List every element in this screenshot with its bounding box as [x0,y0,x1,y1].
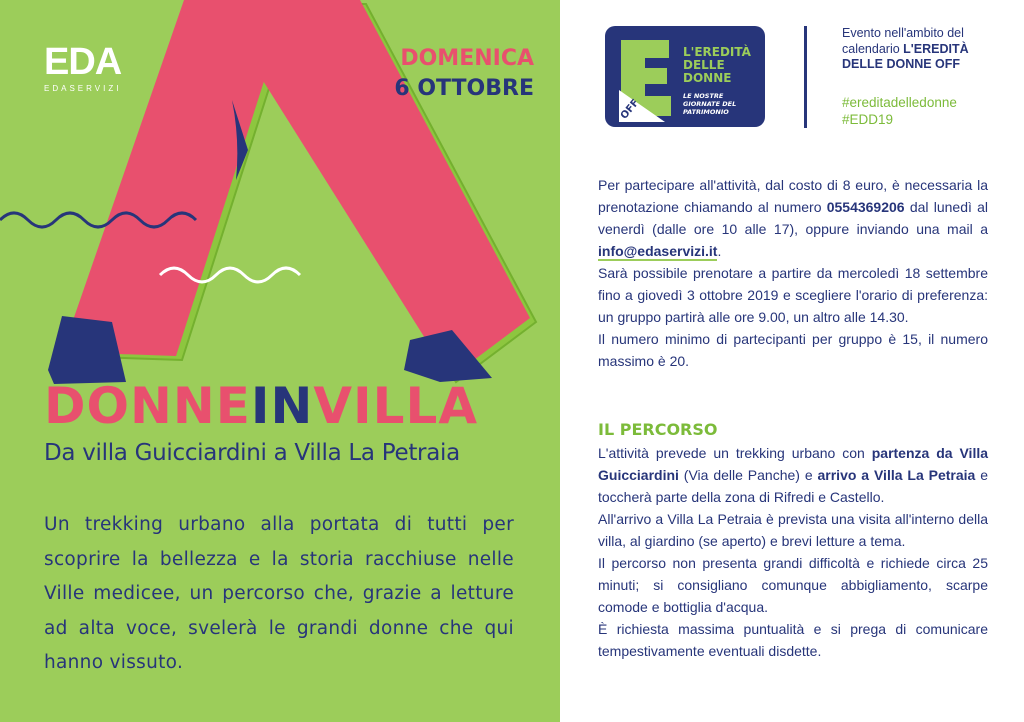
route-paragraph-4: È richiesta massima puntualità e si prega di comunicare tempestivamente eventuali disdette. [598,621,988,659]
route-p1-e: e toccherà parte della zona di Rifredi e Castello. [598,467,988,505]
event-context [842,26,1012,73]
booking-p1-c: . [717,243,722,259]
booking-phone[interactable]: 0554369206 [826,199,905,215]
booking-info [598,174,988,372]
route-heading: IL PERCORSO [598,420,718,439]
badge-small2: GIORNATE DEL [683,100,737,108]
badge-line3: DONNE [683,71,732,85]
eda-logo [44,42,121,93]
booking-email-link[interactable]: info@edaservizi.it [598,243,718,259]
booking-p1-b: dal lunedì al venerdì (dalle ore 10 alle 17), oppure inviando una mail a [598,199,988,237]
route-p1-c: (Via delle Panche) e [678,467,818,483]
eredita-delle-donne-badge [605,26,765,127]
route-paragraph-1 [598,442,988,508]
event-date-value: 6 OTTOBRE [394,76,534,101]
eda-logo-sub: EDASERVIZI [44,84,122,93]
hashtag-2[interactable]: #EDD19 [842,111,894,127]
route-p1-b: partenza da Villa Guicciardini [598,445,989,483]
poster-intro: Un trekking urbano alla portata di tutti per scoprire la bellezza e la storia racchiuse nelle Ville medicee, un percorso che, grazie a letture ad alta voce, svelerà le grandi donne che qui hanno vissuto. [44,514,514,673]
title-part1: DONNE [44,377,251,435]
poster-title [44,378,478,434]
booking-paragraph-2: Sarà possibile prenotare a partire da mercoledì 18 settembre fino a giovedì 3 ottobre 2019 e scegliere l'orario di preferenza: un gruppo partirà alle ore 9.00, un altro alle 14.30. [598,265,988,325]
badge-subtitle [683,92,736,116]
event-day: DOMENICA [400,46,534,71]
badge-title [683,46,751,85]
booking-p1-a: Per partecipare all'attività, dal costo di 8 euro, è necessaria la prenotazione chiamando al numero [598,177,988,215]
route-p1-d: arrivo a Villa La Petraia [817,467,976,483]
booking-paragraph-3: Il numero minimo di partecipanti per gruppo è 15, il numero massimo è 20. [598,331,988,369]
badge-line2: DELLE [683,58,725,72]
header-divider [804,26,807,128]
route-paragraph-2: All'arrivo a Villa La Petraia è prevista una visita all'interno della villa, al giardino (se aperto) e brevi letture a tema. [598,511,988,549]
event-date [394,44,534,104]
title-part3: VILLA [313,377,479,435]
hashtag-1[interactable]: #ereditadelledonne [842,95,957,110]
title-part2: IN [250,377,314,435]
badge-off-label: OFF [618,97,642,122]
route-paragraph-3: Il percorso non presenta grandi difficoltà e richiede circa 25 minuti; si consigliano comunque abbigliamento, scarpe comode e bottiglia d'acqua. [598,555,988,615]
hashtags [842,95,957,128]
poster-subtitle: Da villa Guicciardini a Villa La Petraia [44,440,460,466]
badge-small1: LE NOSTRE [683,92,724,100]
route-p1-a: L'attività prevede un trekking urbano con [598,445,872,461]
route-info [598,442,988,662]
booking-paragraph-1 [598,174,988,262]
badge-small3: PATRIMONIO [683,108,729,116]
eda-logo-mark: EDA [44,41,122,83]
badge-line1: L'EREDITÀ [683,45,751,59]
event-context-strong: L'EREDITÀ DELLE DONNE OFF [842,41,969,71]
event-context-text: Evento nell'ambito del calendario [842,26,964,56]
